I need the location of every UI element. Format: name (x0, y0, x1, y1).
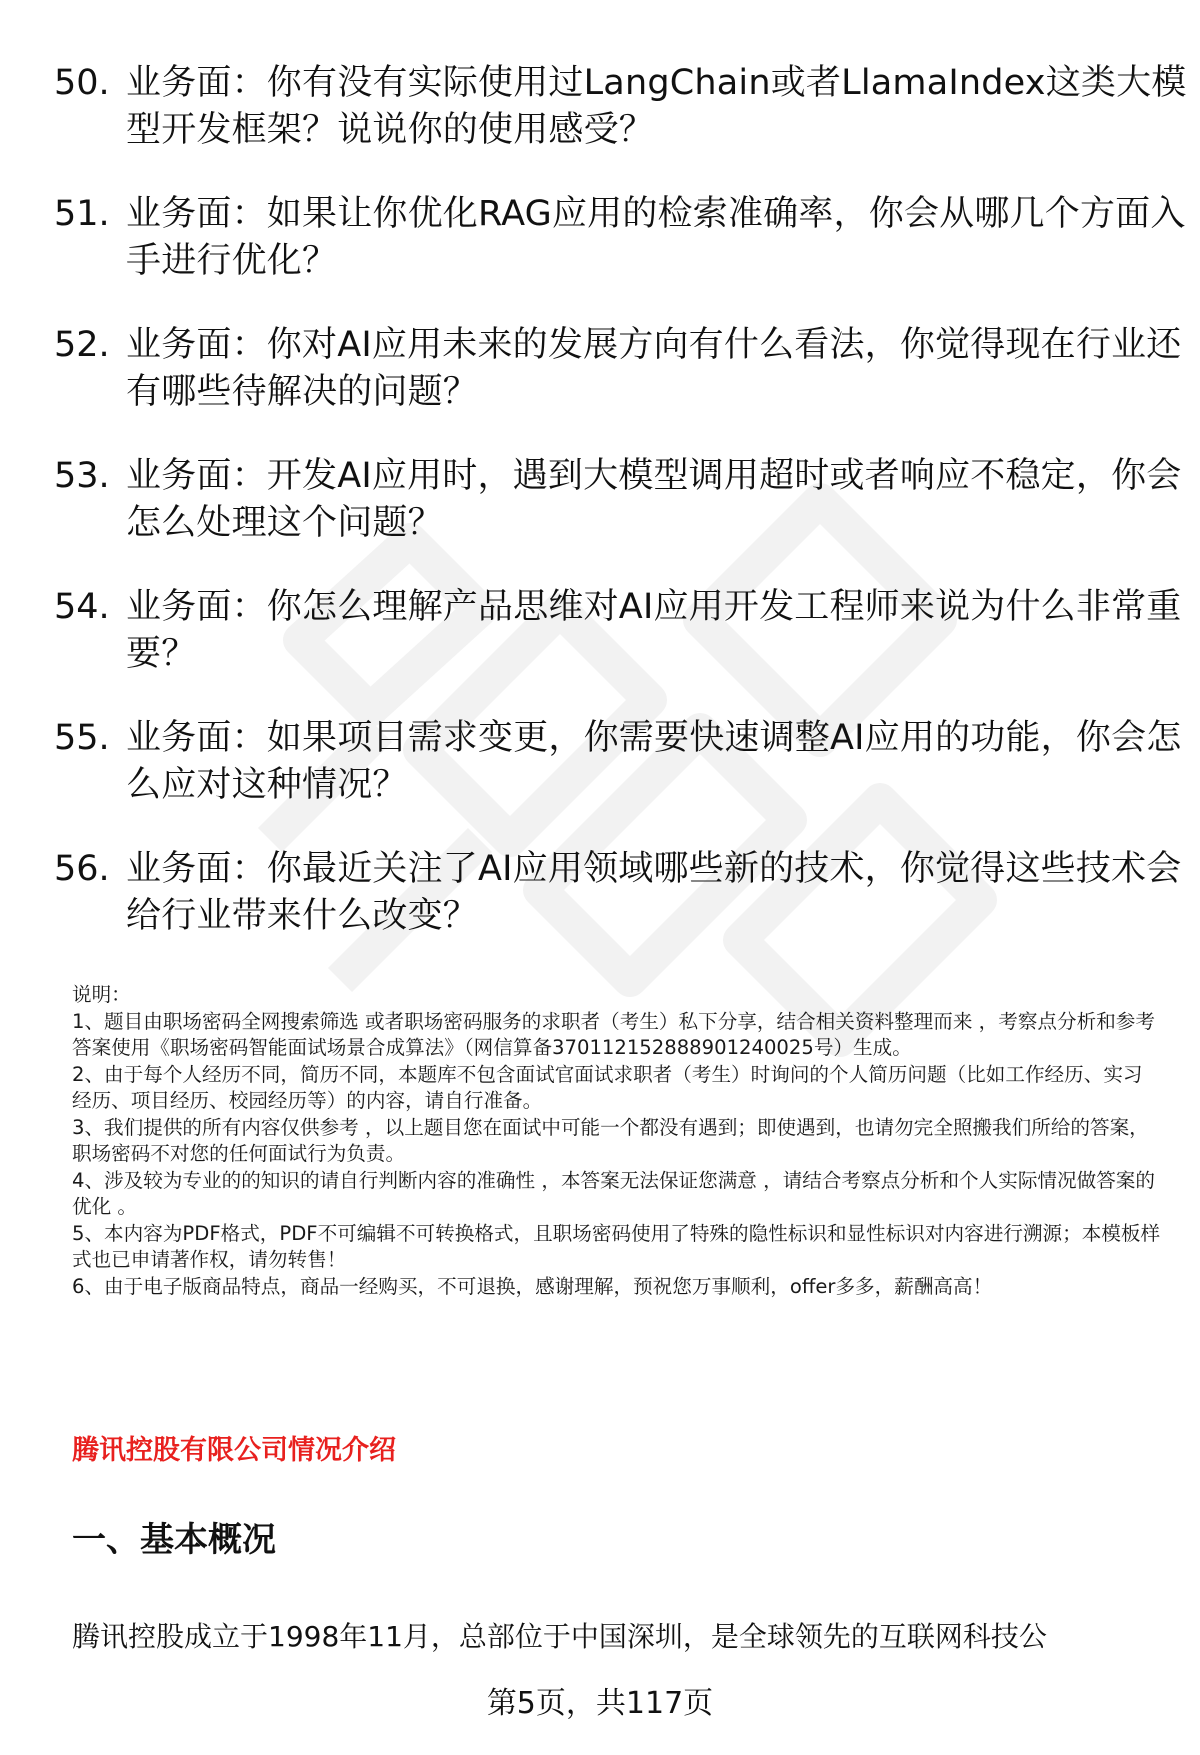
question-number: 54. (54, 587, 110, 627)
question-list (0, 60, 1200, 977)
question-text: 业务面：开发AI应用时，遇到大模型调用超时或者响应不稳定，你会怎么处理这个问题？ (126, 456, 1182, 543)
note-item: 6、由于电子版商品特点，商品一经购买，不可退换，感谢理解，预祝您万事顺利，offer多多，薪酬高高！ (72, 1274, 993, 1298)
disclaimer-notes (72, 982, 1162, 1300)
page-number-footer: 第5页，共117页 (486, 1686, 714, 1721)
intro-paragraph: 腾讯控股成立于1998年11月，总部位于中国深圳，是全球领先的互联网科技公 (72, 1620, 1047, 1653)
question-item-51 (54, 191, 1186, 285)
question-text: 业务面：你最近关注了AI应用领域哪些新的技术，你觉得这些技术会给行业带来什么改变？ (126, 849, 1182, 936)
question-number: 50. (54, 63, 110, 103)
question-item-55 (54, 715, 1182, 809)
question-item-56 (54, 846, 1182, 940)
note-item: 2、由于每个人经历不同，简历不同，本题库不包含面试官面试求职者（考生）时询问的个人简历问题（比如工作经历、实习经历、项目经历、校园经历等）的内容，请自行准备。 (72, 1062, 1143, 1112)
question-item-52 (54, 322, 1182, 416)
question-text: 业务面：你怎么理解产品思维对AI应用开发工程师来说为什么非常重要？ (126, 587, 1182, 674)
note-item: 5、本内容为PDF格式，PDF不可编辑不可转换格式，且职场密码使用了特殊的隐性标识和显性标识对内容进行溯源；本模板样式也已申请著作权，请勿转售！ (72, 1221, 1161, 1271)
company-intro-title: 腾讯控股有限公司情况介绍 (72, 1435, 396, 1466)
question-text: 业务面：如果项目需求变更，你需要快速调整AI应用的功能，你会怎么应对这种情况？ (126, 718, 1182, 805)
question-number: 51. (54, 194, 110, 234)
note-item: 3、我们提供的所有内容仅供参考 ，以上题目您在面试中可能一个都没有遇到；即使遇到，也请勿完全照搬我们所给的答案，职场密码不对您的任何面试行为负责。 (72, 1115, 1149, 1165)
notes-heading: 说明： (72, 983, 131, 1006)
question-number: 55. (54, 718, 110, 758)
section-heading: 一、基本概况 (72, 1520, 276, 1560)
question-text: 业务面：你对AI应用未来的发展方向有什么看法，你觉得现在行业还有哪些待解决的问题？ (126, 325, 1182, 412)
question-item-50 (54, 60, 1187, 154)
question-text: 业务面：如果让你优化RAG应用的检索准确率，你会从哪几个方面入手进行优化？ (126, 194, 1186, 281)
question-number: 56. (54, 849, 110, 889)
question-number: 53. (54, 456, 110, 496)
note-item: 4、涉及较为专业的的知识的请自行判断内容的准确性 ，本答案无法保证您满意 ，请结合考察点分析和个人实际情况做答案的优化 。 (72, 1168, 1155, 1218)
note-item: 1、题目由职场密码全网搜索筛选 或者职场密码服务的求职者（考生）私下分享，结合相关资料整理而来 ，考察点分析和参考答案使用《职场密码智能面试场景合成算法》（网信算备370112152888901240025号）生成。 (72, 1009, 1155, 1059)
question-text: 业务面：你有没有实际使用过LangChain或者LlamaIndex这类大模型开发框架？说说你的使用感受？ (126, 63, 1187, 150)
question-item-53 (54, 453, 1182, 547)
question-number: 52. (54, 325, 110, 365)
question-item-54 (54, 584, 1182, 678)
